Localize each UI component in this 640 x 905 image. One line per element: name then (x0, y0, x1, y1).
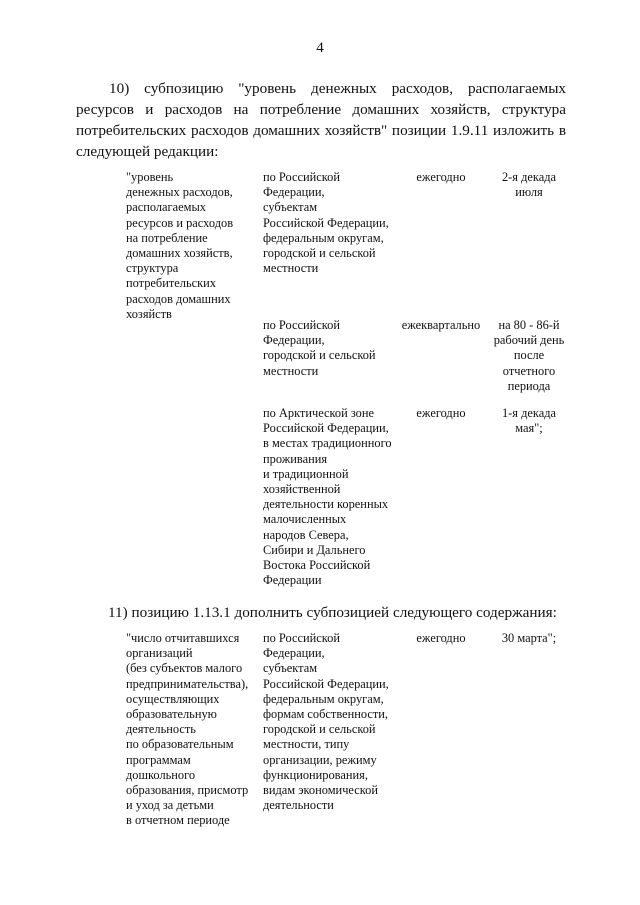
s11-frequency-cell (398, 631, 484, 646)
cell-line: проживания (263, 451, 328, 466)
cell-line: по Российской (263, 170, 340, 184)
cell-line: программам (126, 752, 191, 767)
cell-line: местности (263, 261, 319, 276)
cell-line: деятельность (126, 722, 196, 737)
s10-row1-deadline (486, 170, 572, 200)
cell-line: местности, типу (263, 737, 350, 752)
cell-line: 30 марта"; (501, 631, 557, 645)
cell-line: ежегодно (416, 631, 466, 645)
cell-line: по Российской (263, 631, 340, 645)
cell-line: Российской Федерации, (263, 676, 389, 691)
s10-indicator-cell (126, 170, 262, 322)
cell-line: местности (263, 363, 319, 378)
cell-line: ежеквартально (401, 318, 481, 332)
cell-line: располагаемых (126, 200, 206, 215)
cell-line: городской и сельской (263, 722, 376, 737)
cell-line: (без субъектов малого (126, 661, 243, 676)
s10-row2-scope (263, 318, 397, 379)
cell-line: хозяйственной (263, 482, 341, 497)
cell-line: деятельности коренных (263, 497, 389, 512)
page-number: 4 (316, 40, 324, 56)
s10-row2-deadline (486, 318, 572, 394)
cell-line: деятельности (263, 798, 334, 813)
s11-deadline-cell (486, 631, 572, 646)
cell-line: отчетного (502, 363, 556, 378)
cell-line: рабочий день (493, 333, 565, 348)
cell-line: организаций (126, 646, 193, 661)
cell-line: малочисленных (263, 512, 347, 527)
cell-line: осуществляющих (126, 691, 220, 706)
cell-line: ежегодно (416, 170, 466, 184)
section-10-intro: 10) субпозицию "уровень денежных расходов, располагаемых ресурсов и расходов на потребление домашних хозяйств, структура потребительских расходов домашних хозяйств" позиции 1.9.11 изложить в следующей редакции: (76, 80, 566, 160)
cell-line: видам экономической (263, 783, 378, 798)
cell-line: Сибири и Дальнего (263, 542, 366, 557)
cell-line: субъектам (263, 661, 318, 676)
cell-line: предпринимательства), (126, 676, 249, 691)
cell-line: народов Севера, (263, 527, 349, 542)
cell-line: расходов домашних (126, 291, 231, 306)
cell-line: денежных расходов, (126, 185, 233, 200)
cell-line: хозяйств (126, 306, 172, 321)
cell-line: Федерации, (263, 333, 325, 348)
cell-line: на 80 - 86-й (498, 318, 560, 332)
cell-line: городской и сельской (263, 348, 376, 363)
cell-line: ресурсов и расходов (126, 215, 234, 230)
s10-row3-frequency (398, 406, 484, 421)
cell-line: Российской Федерации, (263, 421, 389, 436)
cell-line: дошкольного (126, 767, 196, 782)
cell-line: и традиционной (263, 466, 349, 481)
section-11-intro: 11) позицию 1.13.1 дополнить субпозицией следующего содержания: (108, 604, 557, 621)
s11-indicator-cell (126, 631, 262, 829)
cell-line: субъектам (263, 200, 318, 215)
cell-line: образования, присмотр (126, 783, 249, 798)
cell-line: в местах традиционного (263, 436, 392, 451)
s10-row1-frequency (398, 170, 484, 185)
cell-line: по Российской (263, 318, 340, 332)
cell-line: Федерации (263, 573, 322, 588)
s10-row2-frequency (398, 318, 484, 333)
cell-line: образовательную (126, 707, 217, 722)
s10-row1-scope (263, 170, 397, 276)
cell-line: на потребление (126, 230, 208, 245)
cell-line: "число отчитавшихся (126, 631, 240, 645)
cell-line: Федерации, (263, 646, 325, 661)
cell-line: 2-я декада (501, 170, 557, 184)
s11-scope-cell (263, 631, 397, 813)
cell-line: и уход за детьми (126, 798, 214, 813)
cell-line: функционирования, (263, 767, 368, 782)
cell-line: потребительских (126, 276, 216, 291)
cell-line: Федерации, (263, 185, 325, 200)
cell-line: городской и сельской (263, 246, 376, 261)
cell-line: июля (515, 185, 543, 200)
cell-line: после (513, 348, 545, 363)
s10-row3-deadline (486, 406, 572, 436)
cell-line: "уровень (126, 170, 174, 184)
cell-line: по образовательным (126, 737, 234, 752)
cell-line: формам собственности, (263, 707, 389, 722)
cell-line: Российской Федерации, (263, 215, 389, 230)
cell-line: Востока Российской (263, 558, 371, 573)
cell-line: по Арктической зоне (263, 406, 374, 420)
cell-line: домашних хозяйств, (126, 246, 233, 261)
cell-line: 1-я декада (501, 406, 557, 420)
cell-line: в отчетном периоде (126, 813, 230, 828)
s10-row3-scope (263, 406, 397, 588)
cell-line: периода (507, 378, 551, 393)
cell-line: федеральным округам, (263, 230, 384, 245)
cell-line: ежегодно (416, 406, 466, 420)
cell-line: организации, режиму (263, 752, 377, 767)
cell-line: мая"; (515, 421, 543, 436)
cell-line: федеральным округам, (263, 691, 384, 706)
cell-line: структура (126, 261, 179, 276)
